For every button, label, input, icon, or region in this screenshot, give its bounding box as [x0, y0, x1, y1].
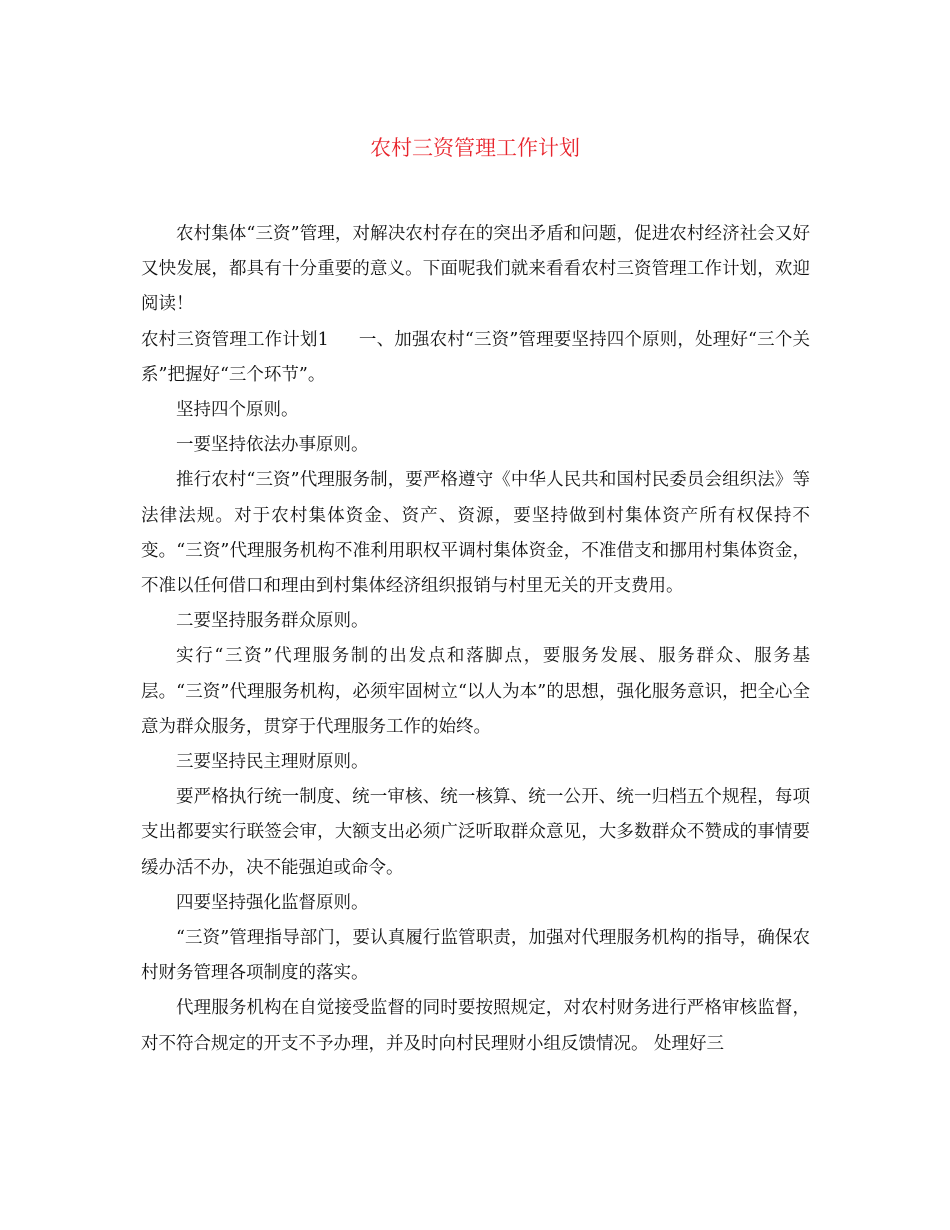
document-title: 农村三资管理工作计划 [370, 136, 580, 160]
paragraph-principle-3-heading: 三要坚持民主理财原则。 [176, 752, 369, 773]
paragraph-intro: 农村集体“三资”管理，对解决农村存在的突出矛盾和问题，促进农村经济社会又好又快发展，都具有十分重要的意义。下面呢我们就来看看农村三资管理工作计划，欢迎阅读！ [141, 224, 810, 315]
paragraph-plan-heading [141, 323, 810, 393]
paragraph-principle-4-heading: 四要坚持强化监督原则。 [176, 892, 369, 913]
paragraph-principle-1-heading: 一要坚持依法办事原则。 [176, 435, 369, 456]
paragraph-principle-1-body: 推行农村“三资”代理服务制，要严格遵守《中华人民共和国村民委员会组织法》等法律法规。对于农村集体资金、资产、资源，要坚持做到村集体资产所有权保持不变。“三资”代理服务机构不准利用职权平调村集体资金，不准借支和挪用村集体资金，不准以任何借口和理由到村集体经济组织报销与村里无关的开支费用。 [141, 470, 810, 597]
document-body [141, 217, 810, 1062]
paragraph-principle-4-body: “三资”管理指导部门，要认真履行监管职责，加强对代理服务机构的指导，确保农村财务管理各项制度的落实。 [141, 928, 810, 984]
plan-intro: 一、加强农村“三资”管理要坚持四个原则，处理好“三个关系”把握好“三个环节”。 [141, 329, 810, 385]
plan-heading: 农村三资管理工作计划1 [141, 329, 329, 350]
paragraph-principle-2-body: 实行“三资”代理服务制的出发点和落脚点，要服务发展、服务群众、服务基层。“三资”代理服务机构，必须牢固树立“以人为本”的思想，强化服务意识，把全心全意为群众服务，贯穿于代理服务工作的始终。 [141, 646, 810, 737]
paragraph-supervision: 代理服务机构在自觉接受监督的同时要按照规定，对农村财务进行严格审核监督，对不符合规定的开支不予办理，并及时向村民理财小组反馈情况。 处理好三 [141, 998, 810, 1054]
paragraph-four-principles: 坚持四个原则。 [176, 400, 299, 421]
paragraph-principle-3-body: 要严格执行统一制度、统一审核、统一核算、统一公开、统一归档五个规程，每项支出都要实行联签会审，大额支出必须广泛听取群众意见，大多数群众不赞成的事情要缓办活不办，决不能强迫或命令。 [141, 787, 810, 878]
paragraph-principle-2-heading: 二要坚持服务群众原则。 [176, 611, 369, 632]
